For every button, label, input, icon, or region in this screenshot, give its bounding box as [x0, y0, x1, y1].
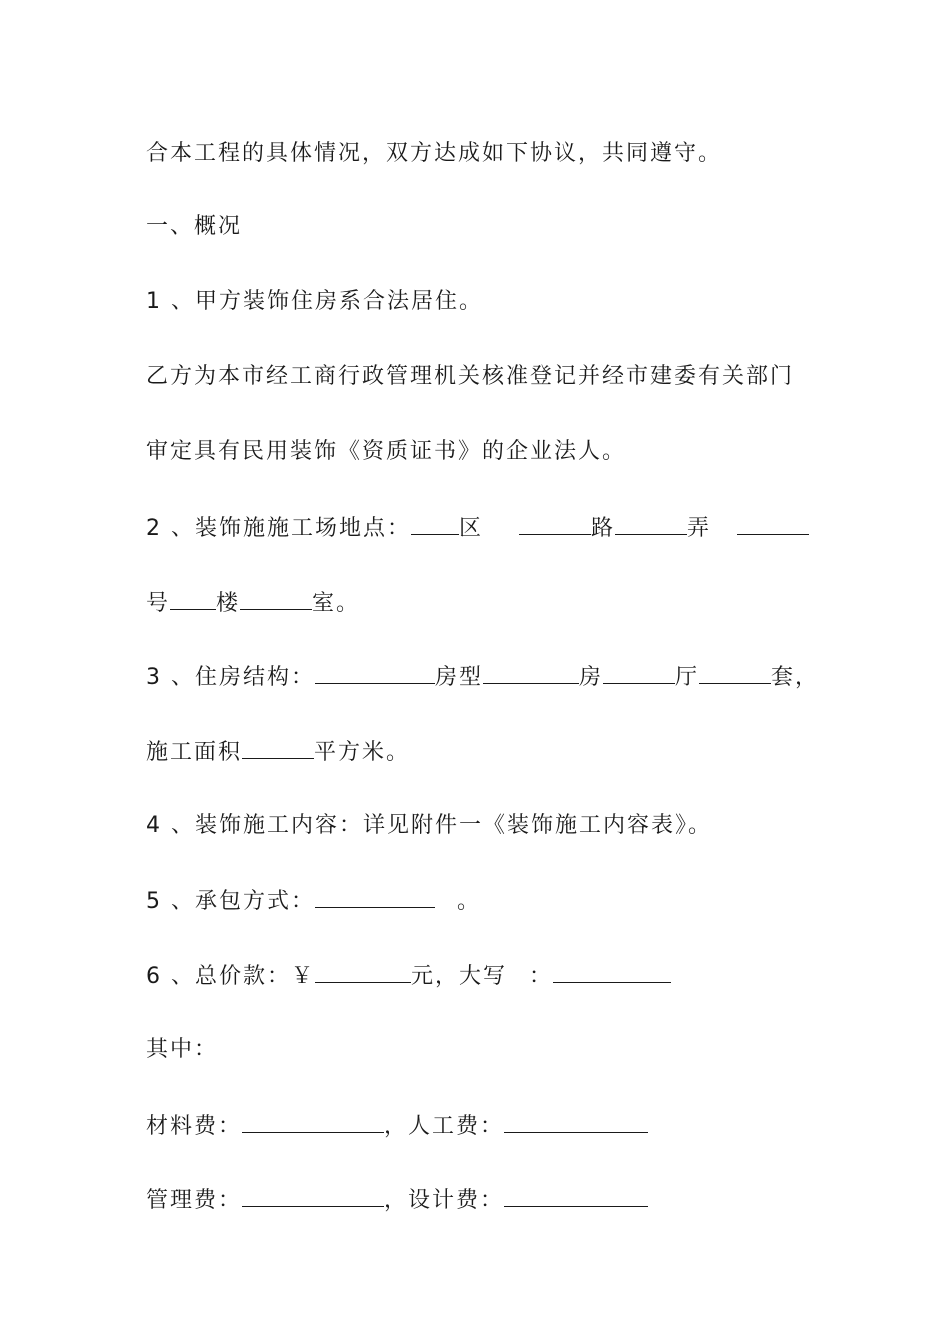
road-label: 路 — [591, 516, 616, 541]
paragraph-contractor-qualification-2: 审定具有民用装饰《资质证书》的企业法人。 — [146, 439, 627, 464]
lane-blank — [615, 514, 687, 535]
design-fee-label: ，设计费： — [384, 1188, 505, 1213]
structure-blank — [315, 663, 435, 684]
number-label: 号 — [146, 591, 171, 616]
clause-6-label: 6 、总价款：￥ — [146, 964, 315, 989]
management-fee-blank — [242, 1186, 384, 1207]
labor-fee-blank — [504, 1112, 648, 1133]
type-label: 房型 — [435, 665, 484, 690]
room-label: 室。 — [312, 591, 361, 616]
clause-4-content: 4 、装饰施工内容：详见附件一《装饰施工内容表》。 — [146, 813, 712, 838]
building-label: 楼 — [216, 591, 241, 616]
road-blank — [519, 514, 591, 535]
contract-mode-blank — [315, 887, 435, 908]
clause-5-contract-mode — [146, 887, 481, 915]
paragraph-intro: 合本工程的具体情况，双方达成如下协议，共同遵守。 — [146, 141, 723, 166]
sets-label: 套， — [771, 665, 820, 690]
clause-5-end: 。 — [457, 889, 482, 914]
district-label: 区 — [459, 516, 484, 541]
paragraph-contractor-qualification-1: 乙方为本市经工商行政管理机关核准登记并经市建委有关部门 — [146, 364, 795, 389]
clause-3-area — [146, 738, 410, 766]
section-heading-overview: 一、概况 — [146, 214, 243, 239]
material-fee-label: 材料费： — [146, 1114, 243, 1139]
area-blank — [242, 738, 314, 759]
type-blank — [483, 663, 579, 684]
rooms-label: 房 — [579, 665, 604, 690]
clause-3-label: 3 、住房结构： — [146, 665, 315, 690]
halls-label: 厅 — [675, 665, 700, 690]
clause-2-site-cont — [146, 589, 360, 617]
district-blank — [411, 514, 459, 535]
capital-amount-blank — [553, 962, 671, 983]
management-fee-label: 管理费： — [146, 1188, 243, 1213]
clause-5-label: 5 、承包方式： — [146, 889, 315, 914]
breakdown-heading: 其中： — [146, 1037, 219, 1062]
colon: ： — [529, 964, 554, 989]
room-blank — [240, 589, 312, 610]
number-blank — [737, 514, 809, 535]
yuan-label: 元，大写 — [411, 964, 508, 989]
building-blank — [170, 589, 216, 610]
fee-line-2 — [146, 1186, 648, 1214]
design-fee-blank — [504, 1186, 648, 1207]
material-fee-blank — [242, 1112, 384, 1133]
fee-line-1 — [146, 1112, 648, 1140]
labor-fee-label: ，人工费： — [384, 1114, 505, 1139]
price-blank — [315, 962, 411, 983]
lane-label: 弄 — [687, 516, 712, 541]
area-label: 施工面积 — [146, 740, 243, 765]
clause-2-site — [146, 514, 809, 542]
clause-1: 1 、甲方装饰住房系合法居住。 — [146, 289, 483, 314]
rooms-blank — [603, 663, 675, 684]
clause-3-structure — [146, 663, 819, 691]
area-unit: 平方米。 — [314, 740, 411, 765]
clause-6-total-price — [146, 962, 671, 990]
clause-2-label: 2 、装饰施施工场地点： — [146, 516, 411, 541]
halls-blank — [699, 663, 771, 684]
